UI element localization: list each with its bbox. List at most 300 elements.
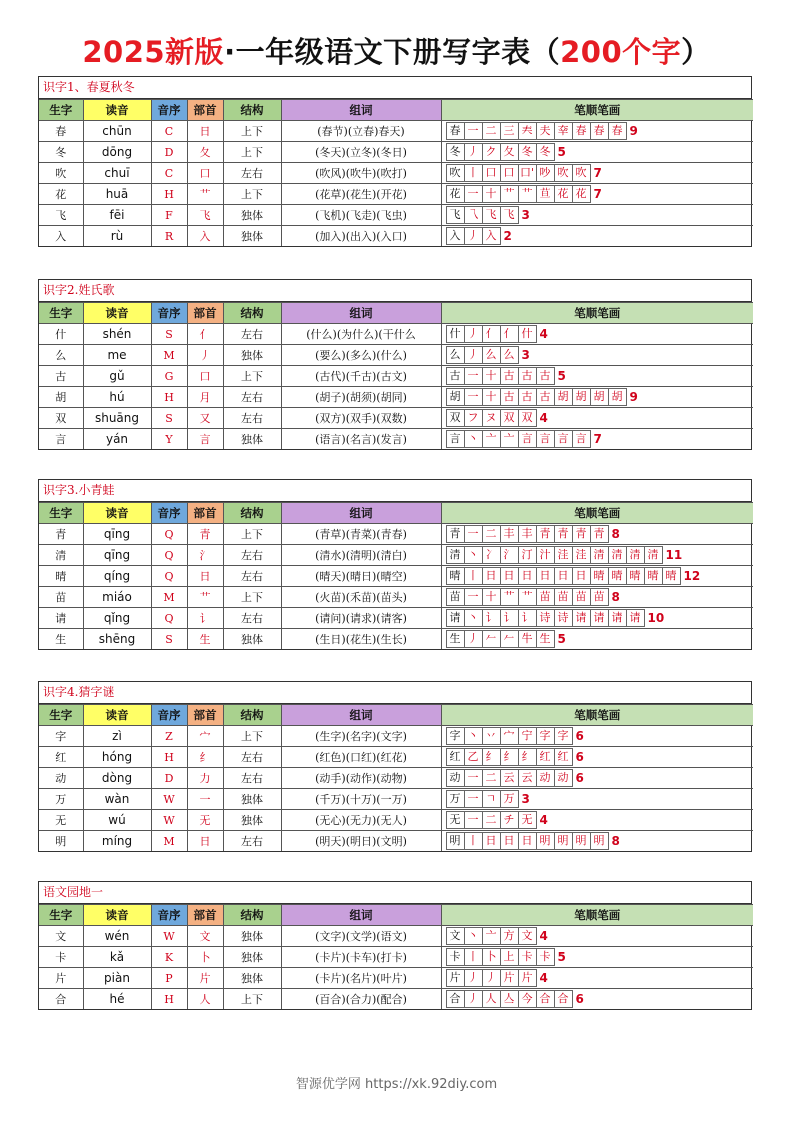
stroke-sequence [446, 567, 701, 585]
words-cell: (古代)(千古)(古文) [281, 366, 441, 387]
header-char: 生字 [39, 303, 83, 324]
header-words: 组词 [281, 100, 441, 121]
section-title: 语文园地一 [39, 882, 751, 904]
radical-cell: 又 [187, 408, 223, 429]
stroke-step-box: 上 [500, 948, 519, 966]
page-title [0, 30, 793, 71]
stroke-step-box: 口' [518, 164, 537, 182]
table-row [39, 947, 753, 968]
stroke-count: 3 [521, 208, 530, 222]
stroke-step-box: 一 [464, 769, 483, 787]
stroke-order-cell [441, 408, 753, 429]
stroke-order-cell [441, 184, 753, 205]
radical-cell: 纟 [187, 747, 223, 768]
char-cell: 文 [39, 926, 83, 947]
stroke-step-box: ヌ [482, 409, 501, 427]
stroke-char-box: 合 [446, 990, 465, 1008]
structure-cell: 左右 [223, 566, 281, 587]
char-cell: 合 [39, 989, 83, 1010]
stroke-step-box: 日 [500, 567, 519, 585]
stroke-step-box: 二 [482, 811, 501, 829]
stroke-step-box: 明 [554, 832, 573, 850]
structure-cell: 左右 [223, 545, 281, 566]
stroke-order-cell [441, 831, 753, 852]
stroke-step-box: 𡗗 [518, 122, 537, 140]
header-seq: 音序 [151, 905, 187, 926]
stroke-step-box: 红 [536, 748, 555, 766]
stroke-step-box: 花 [554, 185, 573, 203]
table-row [39, 163, 753, 184]
structure-cell: 上下 [223, 989, 281, 1010]
radical-cell: 夂 [187, 142, 223, 163]
stroke-step-box: 生 [536, 630, 555, 648]
stroke-step-box: 丿 [464, 227, 483, 245]
stroke-step-box: 苗 [590, 588, 609, 606]
sequence-cell: H [151, 184, 187, 205]
pinyin-cell: yán [83, 429, 151, 450]
stroke-step-box: 诗 [536, 609, 555, 627]
character-table [39, 99, 753, 246]
structure-cell: 左右 [223, 747, 281, 768]
sequence-cell: S [151, 408, 187, 429]
stroke-step-box: 清 [608, 546, 627, 564]
table-row [39, 747, 753, 768]
stroke-char-box: 言 [446, 430, 465, 448]
stroke-sequence [446, 769, 584, 787]
stroke-step-box: ク [482, 143, 501, 161]
words-cell: (生字)(名字)(文字) [281, 726, 441, 747]
stroke-order-cell [441, 545, 753, 566]
pinyin-cell: fēi [83, 205, 151, 226]
stroke-step-box: 十 [482, 388, 501, 406]
words-cell: (花草)(花生)(开花) [281, 184, 441, 205]
stroke-step-box: 青 [590, 525, 609, 543]
stroke-sequence [446, 811, 548, 829]
stroke-step-box: 冫 [482, 546, 501, 564]
stroke-step-box: 纟 [518, 748, 537, 766]
stroke-step-box: 牛 [518, 630, 537, 648]
stroke-count: 6 [575, 750, 584, 764]
pinyin-cell: qīng [83, 524, 151, 545]
stroke-step-box: 双 [500, 409, 519, 427]
words-cell: (青草)(青菜)(青春) [281, 524, 441, 545]
stroke-step-box: 日 [482, 567, 501, 585]
stroke-step-box: 艹 [518, 185, 537, 203]
stroke-count: 11 [665, 548, 683, 562]
section-title: 识字4.猜字谜 [39, 682, 751, 704]
pinyin-cell: wàn [83, 789, 151, 810]
stroke-step-box: 古 [518, 367, 537, 385]
stroke-sequence [446, 227, 512, 245]
words-cell: (飞机)(飞走)(飞虫) [281, 205, 441, 226]
stroke-char-box: 春 [446, 122, 465, 140]
radical-cell: 艹 [187, 587, 223, 608]
sequence-cell: S [151, 324, 187, 345]
words-cell: (生日)(花生)(生长) [281, 629, 441, 650]
stroke-sequence [446, 525, 620, 543]
header-char: 生字 [39, 905, 83, 926]
stroke-order-cell [441, 989, 753, 1010]
pinyin-cell: qíng [83, 566, 151, 587]
words-cell: (红色)(口红)(红花) [281, 747, 441, 768]
stroke-count: 3 [521, 348, 530, 362]
stroke-count: 5 [557, 145, 566, 159]
words-cell: (清水)(清明)(清白) [281, 545, 441, 566]
char-cell: 万 [39, 789, 83, 810]
stroke-step-box: 一 [464, 122, 483, 140]
stroke-char-box: 生 [446, 630, 465, 648]
stroke-step-box: 𦬹 [536, 185, 555, 203]
table-row [39, 629, 753, 650]
stroke-char-box: 卡 [446, 948, 465, 966]
stroke-step-box: 请 [590, 609, 609, 627]
stroke-step-box: 十 [482, 367, 501, 385]
stroke-step-box: 晴 [662, 567, 681, 585]
header-radical: 部首 [187, 705, 223, 726]
stroke-step-box: 胡 [608, 388, 627, 406]
stroke-step-box: 冬 [536, 143, 555, 161]
structure-cell: 独体 [223, 226, 281, 247]
pinyin-cell: rù [83, 226, 151, 247]
character-table [39, 502, 753, 649]
section [38, 76, 752, 247]
radical-cell: 言 [187, 429, 223, 450]
char-cell: 无 [39, 810, 83, 831]
stroke-step-box: 言 [554, 430, 573, 448]
stroke-order-cell [441, 587, 753, 608]
structure-cell: 独体 [223, 629, 281, 650]
char-cell: 花 [39, 184, 83, 205]
sequence-cell: H [151, 387, 187, 408]
stroke-char-box: 无 [446, 811, 465, 829]
sequence-cell: D [151, 142, 187, 163]
stroke-step-box: 丨 [464, 948, 483, 966]
stroke-count: 8 [611, 527, 620, 541]
stroke-char-box: 红 [446, 748, 465, 766]
radical-cell: 亻 [187, 324, 223, 345]
words-cell: (卡片)(卡车)(打卡) [281, 947, 441, 968]
stroke-sequence [446, 630, 566, 648]
stroke-step-box: 洼 [572, 546, 591, 564]
stroke-order-cell [441, 366, 753, 387]
stroke-char-box: 苗 [446, 588, 465, 606]
radical-cell: 生 [187, 629, 223, 650]
section [38, 881, 752, 1010]
stroke-order-cell [441, 566, 753, 587]
structure-cell: 独体 [223, 810, 281, 831]
structure-cell: 独体 [223, 345, 281, 366]
stroke-step-box: 晴 [608, 567, 627, 585]
stroke-step-box: 胡 [590, 388, 609, 406]
structure-cell: 独体 [223, 968, 281, 989]
table-row [39, 566, 753, 587]
stroke-step-box: 文 [518, 927, 537, 945]
stroke-sequence [446, 832, 620, 850]
stroke-order-cell [441, 205, 753, 226]
header-pinyin: 读音 [83, 705, 151, 726]
section [38, 479, 752, 650]
table-row [39, 926, 753, 947]
stroke-step-box: 飞 [482, 206, 501, 224]
character-table [39, 904, 753, 1009]
stroke-step-box: 明 [590, 832, 609, 850]
stroke-order-cell [441, 926, 753, 947]
char-cell: 清 [39, 545, 83, 566]
stroke-count: 2 [503, 229, 512, 243]
radical-cell: 日 [187, 831, 223, 852]
stroke-step-box: 讠 [518, 609, 537, 627]
stroke-sequence [446, 164, 602, 182]
stroke-count: 9 [629, 390, 638, 404]
pinyin-cell: gǔ [83, 366, 151, 387]
structure-cell: 左右 [223, 768, 281, 789]
char-cell: 言 [39, 429, 83, 450]
structure-cell: 独体 [223, 926, 281, 947]
stroke-order-cell [441, 747, 753, 768]
stroke-step-box: 乙 [464, 748, 483, 766]
char-cell: 青 [39, 524, 83, 545]
table-row [39, 226, 753, 247]
stroke-step-box: 诗 [554, 609, 573, 627]
stroke-step-box: 春 [572, 122, 591, 140]
stroke-order-cell [441, 726, 753, 747]
sequence-cell: K [151, 947, 187, 968]
section [38, 681, 752, 852]
table-row [39, 524, 753, 545]
pinyin-cell: shén [83, 324, 151, 345]
stroke-sequence [446, 588, 620, 606]
stroke-step-box: 片 [518, 969, 537, 987]
sequence-cell: H [151, 989, 187, 1010]
stroke-char-box: 么 [446, 346, 465, 364]
stroke-step-box: 清 [590, 546, 609, 564]
sequence-cell: M [151, 587, 187, 608]
stroke-step-box: 夂 [500, 143, 519, 161]
stroke-step-box: 丰 [500, 525, 519, 543]
stroke-step-box: 言 [572, 430, 591, 448]
stroke-step-box: 讠 [500, 609, 519, 627]
structure-cell: 上下 [223, 366, 281, 387]
stroke-step-box: 日 [500, 832, 519, 850]
words-cell: (要么)(多么)(什么) [281, 345, 441, 366]
stroke-step-box: 字 [536, 727, 555, 745]
header-seq: 音序 [151, 503, 187, 524]
header-seq: 音序 [151, 100, 187, 121]
table-row [39, 184, 753, 205]
structure-cell: 左右 [223, 608, 281, 629]
words-cell: (胡子)(胡须)(胡同) [281, 387, 441, 408]
stroke-step-box: 二 [482, 122, 501, 140]
radical-cell: 口 [187, 366, 223, 387]
stroke-sequence [446, 948, 566, 966]
words-cell: (语言)(名言)(发言) [281, 429, 441, 450]
stroke-step-box: 讠 [482, 609, 501, 627]
header-strokes: 笔顺笔画 [441, 503, 753, 524]
stroke-step-box: 𠂉 [482, 630, 501, 648]
radical-cell: 人 [187, 989, 223, 1010]
char-cell: 字 [39, 726, 83, 747]
header-radical: 部首 [187, 503, 223, 524]
stroke-step-box: 入 [482, 227, 501, 245]
radical-cell: 艹 [187, 184, 223, 205]
pinyin-cell: wú [83, 810, 151, 831]
section-title: 识字2.姓氏歌 [39, 280, 751, 302]
stroke-sequence [446, 927, 548, 945]
stroke-step-box: 一 [464, 185, 483, 203]
header-row [39, 905, 753, 926]
sequence-cell: W [151, 810, 187, 831]
header-structure: 结构 [223, 100, 281, 121]
radical-cell: 文 [187, 926, 223, 947]
stroke-step-box: 请 [608, 609, 627, 627]
stroke-step-box: フ [464, 409, 483, 427]
stroke-char-box: 文 [446, 927, 465, 945]
words-cell: (文字)(文学)(语文) [281, 926, 441, 947]
stroke-step-box: 亼 [500, 990, 519, 1008]
pinyin-cell: chūn [83, 121, 151, 142]
sequence-cell: G [151, 366, 187, 387]
stroke-step-box: 双 [518, 409, 537, 427]
stroke-char-box: 请 [446, 609, 465, 627]
header-pinyin: 读音 [83, 100, 151, 121]
stroke-step-box: 一 [464, 367, 483, 385]
stroke-step-box: 一 [464, 811, 483, 829]
sequence-cell: P [151, 968, 187, 989]
stroke-step-box: 动 [554, 769, 573, 787]
structure-cell: 上下 [223, 121, 281, 142]
stroke-sequence [446, 790, 530, 808]
stroke-step-box: 丿 [482, 969, 501, 987]
pinyin-cell: qīng [83, 545, 151, 566]
stroke-step-box: 合 [536, 990, 555, 1008]
structure-cell: 左右 [223, 408, 281, 429]
char-cell: 入 [39, 226, 83, 247]
header-words: 组词 [281, 905, 441, 926]
stroke-char-box: 什 [446, 325, 465, 343]
title-close: ） [681, 35, 711, 69]
header-seq: 音序 [151, 705, 187, 726]
stroke-count: 5 [557, 369, 566, 383]
stroke-step-box: 云 [518, 769, 537, 787]
stroke-step-box: 万 [500, 790, 519, 808]
pinyin-cell: míng [83, 831, 151, 852]
radical-cell: 丿 [187, 345, 223, 366]
stroke-order-cell [441, 226, 753, 247]
stroke-char-box: 清 [446, 546, 465, 564]
stroke-count: 8 [611, 590, 620, 604]
stroke-step-box: 丶 [464, 727, 483, 745]
radical-cell: 卜 [187, 947, 223, 968]
sequence-cell: F [151, 205, 187, 226]
stroke-char-box: 吹 [446, 164, 465, 182]
radical-cell: 日 [187, 566, 223, 587]
char-cell: 生 [39, 629, 83, 650]
stroke-order-cell [441, 142, 753, 163]
character-table [39, 302, 753, 449]
stroke-step-box: 清 [644, 546, 663, 564]
stroke-step-box: 汀 [518, 546, 537, 564]
char-cell: 红 [39, 747, 83, 768]
footer-watermark: 智源优学网 https://xk.92diy.com [295, 1077, 498, 1092]
stroke-step-box: 苗 [554, 588, 573, 606]
stroke-step-box: 日 [482, 832, 501, 850]
stroke-char-box: 入 [446, 227, 465, 245]
stroke-step-box: 丨 [464, 567, 483, 585]
header-structure: 结构 [223, 905, 281, 926]
table-row [39, 768, 753, 789]
stroke-step-box: 动 [536, 769, 555, 787]
stroke-step-box: 夫 [536, 122, 555, 140]
stroke-count: 9 [629, 124, 638, 138]
radical-cell: 片 [187, 968, 223, 989]
stroke-sequence [446, 185, 602, 203]
char-cell: 双 [39, 408, 83, 429]
stroke-step-box: 吵 [536, 164, 555, 182]
stroke-step-box: 么 [482, 346, 501, 364]
words-cell: (加入)(出入)(入口) [281, 226, 441, 247]
stroke-step-box: 丨 [464, 832, 483, 850]
words-cell: (百合)(合力)(配合) [281, 989, 441, 1010]
sequence-cell: Q [151, 566, 187, 587]
pinyin-cell: shēng [83, 629, 151, 650]
stroke-order-cell [441, 387, 753, 408]
stroke-step-box: 日 [518, 567, 537, 585]
words-cell: (吹风)(吹牛)(吹打) [281, 163, 441, 184]
header-row [39, 503, 753, 524]
stroke-step-box: 言 [536, 430, 555, 448]
table-row [39, 587, 753, 608]
char-cell: 请 [39, 608, 83, 629]
table-row [39, 545, 753, 566]
sequence-cell: Q [151, 608, 187, 629]
section-title: 识字3.小青蛙 [39, 480, 751, 502]
header-row [39, 705, 753, 726]
stroke-step-box: 古 [500, 388, 519, 406]
pinyin-cell: me [83, 345, 151, 366]
stroke-step-box: 汁 [536, 546, 555, 564]
stroke-step-box: 吹 [572, 164, 591, 182]
header-strokes: 笔顺笔画 [441, 100, 753, 121]
stroke-order-cell [441, 629, 753, 650]
sequence-cell: W [151, 926, 187, 947]
stroke-count: 5 [557, 632, 566, 646]
stroke-count: 5 [557, 950, 566, 964]
stroke-step-box: 一 [464, 525, 483, 543]
section-title: 识字1、春夏秋冬 [39, 77, 751, 99]
words-cell: (无心)(无力)(无人) [281, 810, 441, 831]
stroke-step-box: 纟 [482, 748, 501, 766]
radical-cell: 青 [187, 524, 223, 545]
stroke-count: 6 [575, 992, 584, 1006]
stroke-order-cell [441, 121, 753, 142]
structure-cell: 独体 [223, 947, 281, 968]
stroke-char-box: 晴 [446, 567, 465, 585]
stroke-sequence [446, 748, 584, 766]
stroke-order-cell [441, 608, 753, 629]
stroke-step-box: 日 [518, 832, 537, 850]
pinyin-cell: piàn [83, 968, 151, 989]
stroke-char-box: 动 [446, 769, 465, 787]
stroke-step-box: 卡 [518, 948, 537, 966]
header-words: 组词 [281, 705, 441, 726]
stroke-count: 3 [521, 792, 530, 806]
char-cell: 晴 [39, 566, 83, 587]
sequence-cell: M [151, 345, 187, 366]
stroke-sequence [446, 430, 602, 448]
header-radical: 部首 [187, 100, 223, 121]
stroke-step-box: 日 [554, 567, 573, 585]
stroke-step-box: 晴 [626, 567, 645, 585]
